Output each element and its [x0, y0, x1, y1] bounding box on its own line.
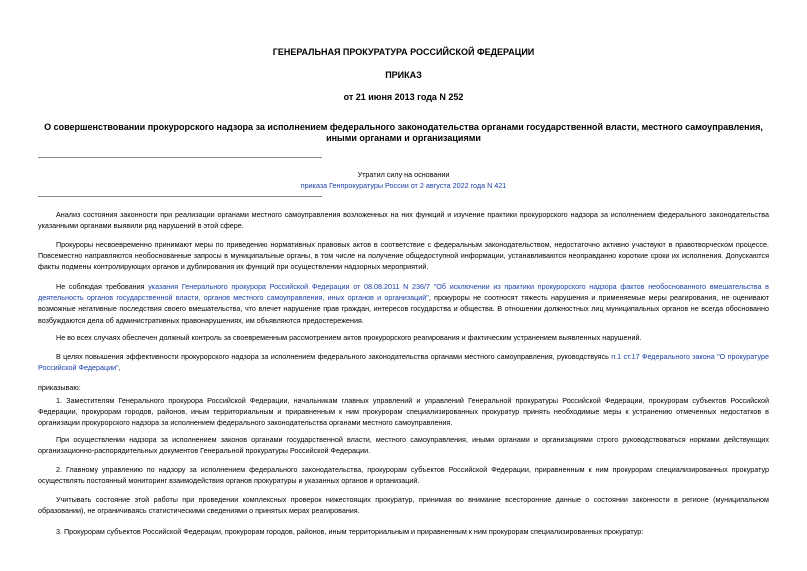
doc-subject [30, 122, 777, 144]
agency-title: ГЕНЕРАЛЬНАЯ ПРОКУРАТУРА РОССИЙСКОЙ ФЕДЕРАЦИИ [272, 47, 535, 57]
divider-bottom [38, 196, 322, 197]
paragraph-3-text-start: Не соблюдая требования [56, 282, 149, 291]
divider-top [38, 157, 322, 158]
paragraph-3 [38, 281, 769, 326]
doc-subject-line-1: О совершенствовании прокурорского надзора за исполнением федерального законодательства органами государственной власти, местного самоуправления, [44, 122, 763, 132]
paragraph-item-1: 1. Заместителям Генерального прокурора Российской Федерации, начальникам главных управлений и управлений Генеральной прокуратуры Российской Федерации, прокурорам субъектов Российской Федерации, прокурорам городов, районов, иным территориальным и приравненным к ним прокурорам специализированных прокуратур принять необходимые меры к устранению отмеченных недостатков в организации прокурорского надзора за исполнением федерального законодательства органами местного самоуправления. [38, 396, 769, 428]
doc-subject-line-2: иными органами и организациями [326, 133, 481, 143]
repeal-link[interactable]: приказа Генпрокуратуры России от 2 августа 2022 года N 421 [300, 181, 507, 190]
paragraph-5-text-start: В целях повышения эффективности прокурорского надзора за исполнением федерального законодательства органами местного самоуправления, руководствуясь [56, 352, 612, 361]
paragraph-5 [38, 351, 769, 373]
paragraph-5-text-end: , [118, 363, 121, 373]
paragraph-4: Не во всех случаях обеспечен должный контроль за своевременным рассмотрением актов прокурорского реагирования и фактическим устранением выявленных нарушений. [56, 333, 642, 342]
doc-type-title: ПРИКАЗ [385, 70, 422, 80]
instruction-236-7-link[interactable]: указания Генерального прокурора Российской Федерации от 08.08.2011 N 236/7 "Об исключении из практики прокурорского надзора фактов необоснованного вмешательства в деятельность органов государственной власти, органов местного самоуправления, иных органов и организаций" [38, 282, 769, 303]
paragraph-2: Прокуроры несвоевременно принимают меры по приведению нормативных правовых актов в соответствие с федеральным законодательством, недостаточно активно участвуют в правотворческом процессе. Повсеместно направляются необоснованные запросы в муниципальные органы, в том числе на получение общедоступной информации, устанавливаются неоправданно короткие сроки их исполнения. Допускаются факты подмены контролирующих органов и дублирования их функций при осуществлении надзорных мероприятий. [38, 240, 769, 272]
paragraph-item-1-b: При осуществлении надзора за исполнением законов органами государственной власти, местного самоуправления, иными органами и организациями строго руководствоваться нормами действующих организационно-распорядительных документов Генеральной прокуратуры Российской Федерации. [38, 435, 769, 456]
repeal-note: Утратил силу на основании [357, 170, 450, 179]
paragraph-item-2-b: Учитывать состояние этой работы при проведении комплексных проверок нижестоящих прокуратур, принимая во внимание всесторонние данные о состоянии законности в регионе (муниципальном образовании), не ограничиваясь статистическими сведениями о принятых мерах реагирования. [38, 495, 769, 516]
paragraph-order: приказываю: [38, 383, 81, 392]
prosecution-law-link[interactable]: п.1 ст.17 Федерального закона "О прокуратуре Российской Федерации" [38, 352, 769, 373]
paragraph-1: Анализ состояния законности при реализации органами местного самоуправления возложенных на них функций и изучение практики прокурорского надзора за исполнением федерального законодательства указанными органами выявили ряд нарушений в этой сфере. [38, 210, 769, 231]
paragraph-item-2: 2. Главному управлению по надзору за исполнением федерального законодательства, прокурорам субъектов Российской Федерации, приравненным к ним прокурорам специализированных прокуратур осуществлять постоянный мониторинг взаимодействия органов прокуратуры и указанных органов и организаций. [38, 465, 769, 486]
paragraph-3-text-end: , прокуроры не соотносят тяжесть нарушения и применяемые меры реагирования, не оценивают возможные негативные последствия своего вмешательства, что влечет нарушение прав граждан, интересов государства и общества. В отношении должностных лиц муниципальных органов не всегда обоснованно возбуждаются дела об административных правонарушениях, им объявляются предостережения. [38, 293, 769, 325]
doc-date-number: от 21 июня 2013 года N 252 [343, 92, 464, 102]
paragraph-item-3: 3. Прокурорам субъектов Российской Федерации, прокурорам городов, районов, иным территориальным и приравненным к ним прокурорам специализированных прокуратур: [56, 527, 644, 536]
